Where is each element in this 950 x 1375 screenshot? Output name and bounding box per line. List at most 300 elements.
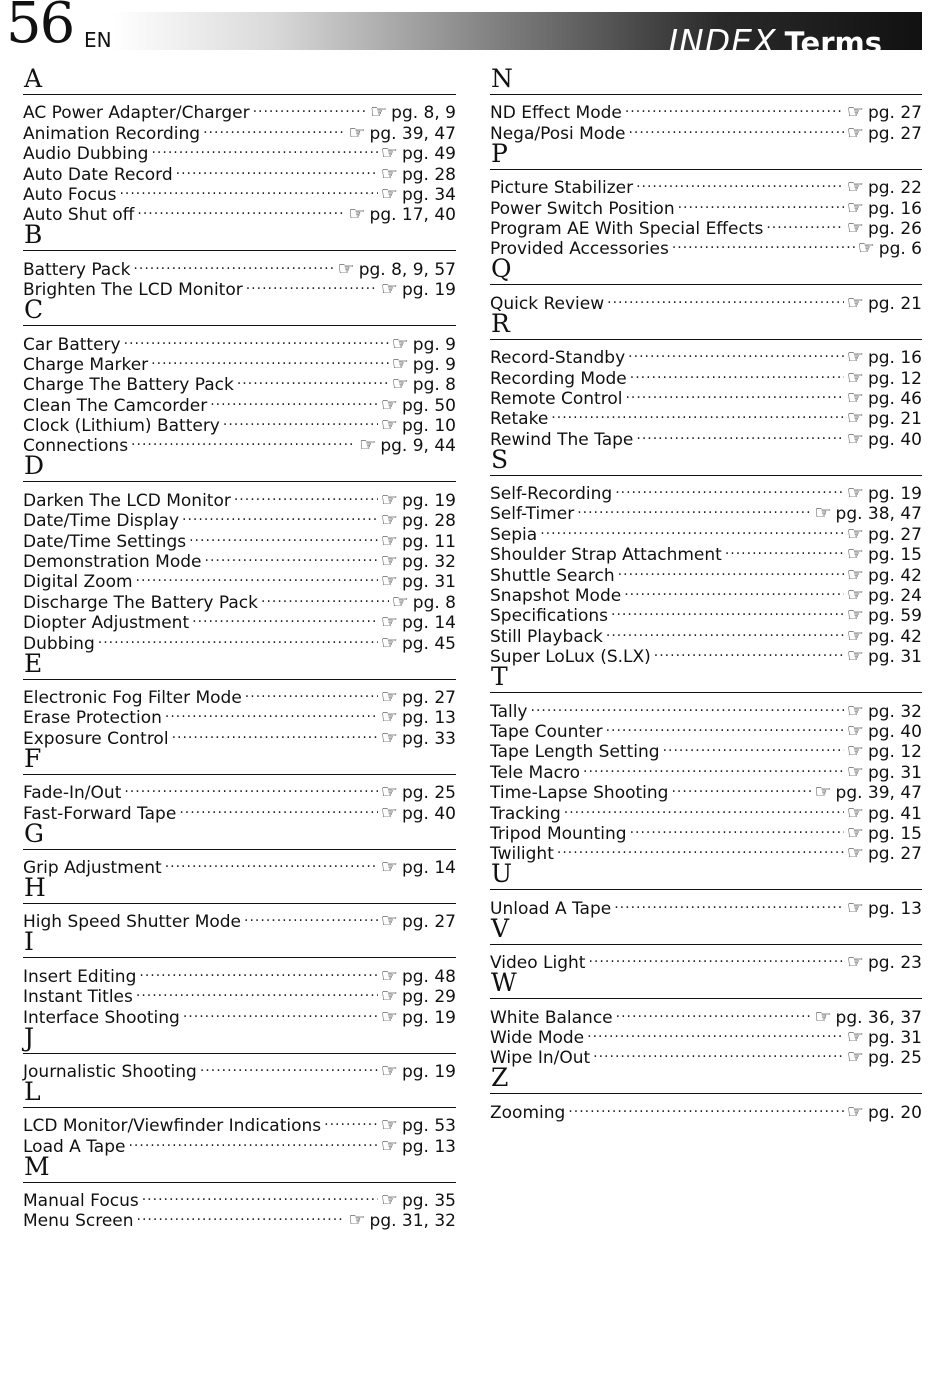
entry-page-ref: pg. 16 [867, 348, 922, 369]
entry-term: Sepia [490, 524, 538, 545]
index-column-right [490, 64, 922, 1123]
hand-pointer-icon: ☞ [846, 366, 864, 389]
entry-page-ref: pg. 19 [401, 1061, 456, 1082]
dot-leader [139, 961, 378, 981]
entry-page-ref: pg. 6 [878, 239, 922, 260]
dot-leader [189, 526, 378, 546]
index-section [490, 308, 922, 450]
entry-page-ref: pg. 9 [412, 334, 456, 355]
entry-term: Specifications [490, 606, 609, 627]
entry-page-ref: pg. 13 [867, 898, 922, 919]
dot-leader [568, 1097, 844, 1117]
dot-leader [615, 479, 844, 499]
entry-term: Tripod Mounting [490, 823, 627, 844]
hand-pointer-icon: ☞ [846, 101, 864, 124]
dot-leader [119, 180, 377, 200]
hand-pointer-icon: ☞ [391, 352, 409, 375]
dot-leader [136, 982, 378, 1002]
hand-pointer-icon: ☞ [380, 631, 398, 654]
entry-page-ref: pg. 20 [867, 1102, 922, 1123]
section-letter: N [491, 64, 513, 93]
entry-term: Electronic Fog Filter Mode [23, 687, 242, 708]
index-entry [23, 329, 456, 355]
hand-pointer-icon: ☞ [380, 611, 398, 634]
index-section [23, 743, 456, 824]
entry-page-ref: pg. 8 [412, 592, 456, 613]
dot-leader [678, 193, 844, 213]
section-divider [490, 475, 922, 476]
hand-pointer-icon: ☞ [380, 162, 398, 185]
entry-page-ref: pg. 14 [401, 857, 456, 878]
index-entry [23, 853, 456, 878]
hand-pointer-icon: ☞ [380, 570, 398, 593]
entry-term: Wipe In/Out [490, 1048, 591, 1069]
dot-leader [237, 370, 389, 390]
entry-page-ref: pg. 40 [867, 429, 922, 450]
entry-term: Remote Control [490, 388, 623, 409]
entry-page-ref: pg. 15 [867, 545, 922, 566]
section-divider [490, 889, 922, 890]
dot-leader [607, 288, 844, 308]
entry-term: Grip Adjustment [23, 857, 162, 878]
section-divider [23, 679, 456, 680]
section-letter: R [491, 308, 510, 338]
index-entry [490, 893, 922, 919]
entry-page-ref: pg. 31 [867, 647, 922, 668]
dot-leader [151, 139, 377, 159]
hand-pointer-icon: ☞ [846, 699, 864, 722]
hand-pointer-icon: ☞ [846, 482, 864, 505]
hand-pointer-icon: ☞ [846, 543, 864, 566]
dot-leader [618, 560, 844, 580]
section-letter: J [24, 1022, 35, 1052]
section-letter: P [491, 138, 508, 168]
hand-pointer-icon: ☞ [380, 414, 398, 437]
index-entry [490, 948, 922, 974]
dot-leader [654, 642, 844, 662]
index-section [490, 1063, 922, 1123]
entry-term: Diopter Adjustment [23, 613, 190, 634]
entry-term: Dubbing [23, 633, 95, 654]
entry-term: Auto Date Record [23, 164, 173, 185]
index-section [23, 451, 456, 654]
index-entry [490, 1002, 922, 1028]
hand-pointer-icon: ☞ [846, 427, 864, 450]
entry-term: Shuttle Search [490, 565, 615, 586]
dot-leader [183, 1002, 378, 1022]
entry-term: Darken The LCD Monitor [23, 490, 231, 511]
dot-leader [630, 363, 844, 383]
entry-page-ref: pg. 21 [867, 409, 922, 430]
entry-page-ref: pg. 59 [867, 606, 922, 627]
section-letter: C [24, 295, 44, 325]
hand-pointer-icon: ☞ [337, 257, 355, 280]
dot-leader [192, 608, 378, 628]
hand-pointer-icon: ☞ [380, 985, 398, 1008]
dot-leader [234, 485, 378, 505]
entry-page-ref: pg. 27 [401, 687, 456, 708]
index-entry [23, 1186, 456, 1212]
entry-term: Tape Counter [490, 721, 603, 742]
entry-term: Zooming [490, 1102, 566, 1123]
entry-term: Quick Review [490, 293, 605, 314]
entry-term: Video Light [490, 953, 586, 974]
entry-term: Rewind The Tape [490, 429, 634, 450]
section-divider [23, 957, 456, 958]
entry-page-ref: pg. 16 [867, 198, 922, 219]
entry-term: Twilight [490, 844, 554, 865]
entry-page-ref: pg. 8 [412, 375, 456, 396]
hand-pointer-icon: ☞ [846, 760, 864, 783]
hand-pointer-icon: ☞ [846, 624, 864, 647]
section-letter: F [24, 743, 42, 773]
entry-page-ref: pg. 42 [867, 565, 922, 586]
hand-pointer-icon: ☞ [380, 529, 398, 552]
hand-pointer-icon: ☞ [846, 176, 864, 199]
hand-pointer-icon: ☞ [380, 393, 398, 416]
hand-pointer-icon: ☞ [846, 1025, 864, 1048]
index-section [490, 444, 922, 668]
section-letter: T [491, 662, 508, 692]
index-entry [23, 961, 456, 987]
entry-page-ref: pg. 12 [867, 368, 922, 389]
entry-page-ref: pg. 19 [401, 1007, 456, 1028]
hand-pointer-icon: ☞ [391, 332, 409, 355]
index-entry [490, 479, 922, 505]
entry-page-ref: pg. 29 [401, 987, 456, 1008]
dot-leader [672, 234, 855, 254]
entry-page-ref: pg. 32 [401, 552, 456, 573]
hand-pointer-icon: ☞ [380, 509, 398, 532]
dot-leader [540, 519, 844, 539]
entry-page-ref: pg. 21 [867, 293, 922, 314]
index-section [490, 859, 922, 919]
hand-pointer-icon: ☞ [391, 373, 409, 396]
entry-page-ref: pg. 10 [401, 416, 456, 437]
index-section [490, 913, 922, 974]
entry-page-ref: pg. 9, 44 [380, 436, 456, 457]
entry-page-ref: pg. 27 [867, 103, 922, 124]
dot-leader [531, 696, 844, 716]
hand-pointer-icon: ☞ [846, 196, 864, 219]
index-section [23, 1076, 456, 1157]
section-divider [490, 1093, 922, 1094]
section-letter: A [24, 64, 43, 93]
section-letter: V [491, 913, 510, 943]
dot-leader [253, 98, 368, 118]
hand-pointer-icon: ☞ [846, 645, 864, 668]
entry-term: Still Playback [490, 626, 603, 647]
entry-page-ref: pg. 46 [867, 388, 922, 409]
page-subtitle: Terms [784, 26, 882, 60]
entry-term: Unload A Tape [490, 898, 612, 919]
dot-leader [128, 1131, 377, 1151]
hand-pointer-icon: ☞ [380, 1134, 398, 1157]
entry-term: Car Battery [23, 334, 121, 355]
entry-page-ref: pg. 28 [401, 164, 456, 185]
dot-leader [628, 118, 843, 138]
entry-term: Nega/Posi Mode [490, 123, 626, 144]
section-divider [23, 1053, 456, 1054]
section-letter: M [24, 1151, 50, 1181]
entry-term: Digital Zoom [23, 572, 133, 593]
hand-pointer-icon: ☞ [380, 801, 398, 824]
entry-page-ref: pg. 36, 37 [835, 1007, 922, 1028]
hand-pointer-icon: ☞ [846, 584, 864, 607]
hand-pointer-icon: ☞ [846, 896, 864, 919]
hand-pointer-icon: ☞ [846, 291, 864, 314]
section-divider [490, 944, 922, 945]
hand-pointer-icon: ☞ [380, 706, 398, 729]
entry-term: ND Effect Mode [490, 103, 622, 124]
entry-term: Shoulder Strap Attachment [490, 545, 722, 566]
dot-leader [628, 343, 844, 363]
entry-term: Fast-Forward Tape [23, 803, 177, 824]
index-entry [23, 907, 456, 933]
entry-term: Charge Marker [23, 354, 149, 375]
entry-page-ref: pg. 34 [401, 184, 456, 205]
index-section [490, 968, 922, 1069]
section-divider [23, 849, 456, 850]
index-entry [490, 696, 922, 722]
entry-term: Exposure Control [23, 728, 169, 749]
entry-term: Demonstration Mode [23, 552, 202, 573]
entry-term: Clock (Lithium) Battery [23, 416, 220, 437]
entry-page-ref: pg. 32 [867, 701, 922, 722]
section-letter: S [491, 444, 509, 474]
index-column-left [23, 64, 456, 1232]
hand-pointer-icon: ☞ [846, 842, 864, 865]
index-section [23, 1022, 456, 1082]
entry-term: Tele Macro [490, 762, 580, 783]
entry-page-ref: pg. 13 [401, 708, 456, 729]
section-divider [490, 998, 922, 999]
section-letter: Z [491, 1063, 509, 1093]
dot-leader [588, 948, 843, 968]
hand-pointer-icon: ☞ [814, 781, 832, 804]
index-entry [490, 540, 922, 566]
section-divider [490, 284, 922, 285]
dot-leader [98, 628, 378, 648]
index-entry [23, 778, 456, 804]
entry-page-ref: pg. 39, 47 [369, 123, 456, 144]
entry-term: AC Power Adapter/Charger [23, 103, 250, 124]
dot-leader [246, 275, 378, 295]
index-entry [490, 519, 922, 545]
index-section [23, 927, 456, 1028]
section-divider [490, 94, 922, 95]
section-letter: H [24, 872, 46, 902]
section-divider [23, 774, 456, 775]
dot-leader [624, 581, 844, 601]
entry-page-ref: pg. 33 [401, 728, 456, 749]
hand-pointer-icon: ☞ [348, 121, 366, 144]
entry-page-ref: pg. 31 [401, 572, 456, 593]
index-section [490, 64, 922, 144]
entry-page-ref: pg. 40 [401, 803, 456, 824]
entry-term: Clean The Camcorder [23, 395, 208, 416]
dot-leader [606, 717, 844, 737]
hand-pointer-icon: ☞ [857, 237, 875, 260]
section-divider [23, 1107, 456, 1108]
hand-pointer-icon: ☞ [380, 781, 398, 804]
dot-leader [223, 411, 378, 431]
index-section [23, 64, 456, 226]
section-letter: I [24, 927, 34, 957]
entry-page-ref: pg. 27 [867, 844, 922, 865]
entry-term: Tally [490, 701, 528, 722]
entry-term: Self-Timer [490, 504, 575, 525]
hand-pointer-icon: ☞ [380, 685, 398, 708]
section-letter: D [24, 451, 45, 481]
hand-pointer-icon: ☞ [846, 719, 864, 742]
hand-pointer-icon: ☞ [846, 386, 864, 409]
entry-term: Date/Time Display [23, 511, 180, 532]
entry-page-ref: pg. 11 [401, 531, 456, 552]
dot-leader [245, 683, 378, 703]
entry-page-ref: pg. 9 [412, 354, 456, 375]
index-entry [23, 98, 456, 124]
entry-page-ref: pg. 12 [867, 742, 922, 763]
dot-leader [142, 1186, 378, 1206]
index-entry [490, 1097, 922, 1123]
index-entry [490, 98, 922, 124]
hand-pointer-icon: ☞ [846, 407, 864, 430]
hand-pointer-icon: ☞ [814, 502, 832, 525]
dot-leader [244, 907, 378, 927]
index-section [23, 1151, 456, 1232]
hand-pointer-icon: ☞ [348, 1209, 366, 1232]
entry-page-ref: pg. 25 [401, 783, 456, 804]
index-entry [490, 288, 922, 314]
dot-leader [606, 621, 844, 641]
entry-page-ref: pg. 48 [401, 966, 456, 987]
hand-pointer-icon: ☞ [846, 604, 864, 627]
hand-pointer-icon: ☞ [846, 951, 864, 974]
dot-leader [593, 1043, 844, 1063]
dot-leader [551, 404, 844, 424]
entry-term: Journalistic Shooting [23, 1061, 197, 1082]
entry-term: Charge The Battery Pack [23, 375, 234, 396]
hand-pointer-icon: ☞ [846, 216, 864, 239]
dot-leader [165, 703, 378, 723]
entry-term: Instant Titles [23, 987, 133, 1008]
entry-page-ref: pg. 25 [867, 1048, 922, 1069]
dot-leader [151, 350, 389, 370]
section-letter: W [491, 968, 517, 998]
page-title: INDEX [668, 22, 777, 61]
hand-pointer-icon: ☞ [370, 101, 388, 124]
entry-term: Load A Tape [23, 1136, 126, 1157]
entry-term: Snapshot Mode [490, 586, 622, 607]
index-section [490, 138, 922, 260]
index-section [23, 872, 456, 933]
dot-leader [179, 798, 378, 818]
dot-leader [172, 723, 378, 743]
entry-page-ref: pg. 27 [867, 123, 922, 144]
index-entry [23, 1057, 456, 1082]
entry-page-ref: pg. 19 [401, 280, 456, 301]
entry-term: Program AE With Special Effects [490, 218, 764, 239]
entry-page-ref: pg. 28 [401, 511, 456, 532]
hand-pointer-icon: ☞ [846, 1046, 864, 1069]
entry-page-ref: pg. 17, 40 [369, 205, 456, 226]
entry-term: Audio Dubbing [23, 144, 149, 165]
dot-leader [137, 200, 345, 220]
hand-pointer-icon: ☞ [814, 1005, 832, 1028]
dot-leader [205, 547, 378, 567]
dot-leader [200, 1057, 378, 1077]
entry-term: Manual Focus [23, 1191, 139, 1212]
entry-term: Auto Focus [23, 184, 117, 205]
index-section [23, 295, 456, 457]
dot-leader [133, 254, 334, 274]
dot-leader [131, 431, 356, 451]
dot-leader [203, 118, 345, 138]
hand-pointer-icon: ☞ [380, 1059, 398, 1082]
entry-page-ref: pg. 8, 9 [391, 103, 456, 124]
section-divider [490, 692, 922, 693]
hand-pointer-icon: ☞ [391, 590, 409, 613]
dot-leader [583, 757, 844, 777]
hand-pointer-icon: ☞ [380, 142, 398, 165]
entry-term: Time-Lapse Shooting [490, 783, 669, 804]
entry-page-ref: pg. 8, 9, 57 [358, 259, 456, 280]
entry-term: LCD Monitor/Viewfinder Indications [23, 1116, 322, 1137]
entry-page-ref: pg. 19 [867, 484, 922, 505]
hand-pointer-icon: ☞ [380, 855, 398, 878]
hand-pointer-icon: ☞ [846, 346, 864, 369]
hand-pointer-icon: ☞ [380, 1114, 398, 1137]
section-divider [23, 903, 456, 904]
dot-leader [136, 567, 378, 587]
hand-pointer-icon: ☞ [846, 563, 864, 586]
index-entry [23, 683, 456, 708]
index-section [23, 648, 456, 749]
entry-page-ref: pg. 42 [867, 626, 922, 647]
section-letter: B [24, 220, 43, 250]
dot-leader [557, 839, 844, 859]
entry-page-ref: pg. 27 [401, 912, 456, 933]
entry-term: Power Switch Position [490, 198, 675, 219]
hand-pointer-icon: ☞ [846, 522, 864, 545]
hand-pointer-icon: ☞ [380, 550, 398, 573]
entry-term: Self-Recording [490, 484, 613, 505]
dot-leader [725, 540, 844, 560]
entry-term: Picture Stabilizer [490, 178, 634, 199]
entry-page-ref: pg. 31, 32 [369, 1211, 456, 1232]
dot-leader [577, 499, 811, 519]
entry-term: Super LoLux (S.LX) [490, 647, 651, 668]
entry-term: Fade-In/Out [23, 783, 122, 804]
dot-leader [614, 893, 844, 913]
entry-term: Discharge The Battery Pack [23, 592, 258, 613]
entry-term: Provided Accessories [490, 239, 669, 260]
index-entry [23, 254, 456, 280]
hand-pointer-icon: ☞ [380, 964, 398, 987]
index-entry [490, 404, 922, 430]
entry-page-ref: pg. 40 [867, 721, 922, 742]
index-entry [490, 343, 922, 369]
section-letter: E [24, 648, 43, 678]
entry-term: Retake [490, 409, 549, 430]
section-divider [490, 169, 922, 170]
dot-leader [587, 1023, 844, 1043]
entry-page-ref: pg. 50 [401, 395, 456, 416]
dot-leader [137, 1206, 346, 1226]
dot-leader [124, 329, 389, 349]
entry-page-ref: pg. 38, 47 [835, 504, 922, 525]
